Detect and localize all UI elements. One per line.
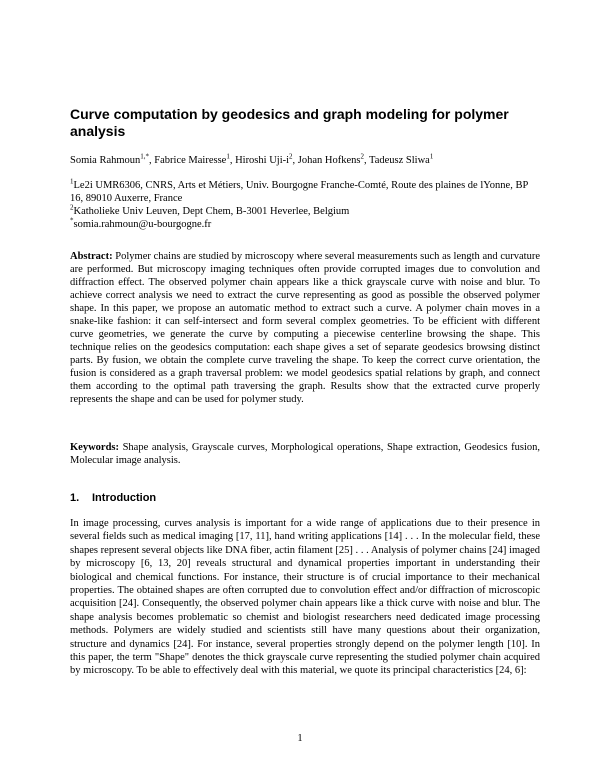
author: Hiroshi Uji-$i^2$, [235, 152, 298, 166]
abstract-label: Abstract: [70, 251, 113, 262]
affiliation: $^1$Le2i UMR6306, CNRS, Arts et Métiers, Univ. Bourgogne Franche-Comté, Route des plaines de lYonne, BP 16, 89010 Auxerre, France [70, 177, 528, 204]
keywords-label: Keywords: [70, 442, 119, 453]
keywords [70, 441, 540, 467]
author-list [70, 154, 540, 167]
abstract [70, 250, 540, 406]
affiliation-list [70, 179, 540, 231]
author: Johan Hofkens$^2$, [297, 152, 370, 166]
author: Tadeusz Sliwa$^1$ [369, 152, 434, 166]
author: Fabrice Mairesse$^1$, [154, 152, 236, 166]
section-heading [70, 491, 156, 505]
section-number: 1. [70, 492, 80, 504]
paper-title: Curve computation by geodesics and graph modeling for polymer analysis [70, 106, 509, 139]
introduction-paragraph: In image processing, curves analysis is important for a wide range of applications due to their presence in several fields such as medical imaging [17, 11], hand writing applications [14] . . . In the molecular field, these shapes represent several objects like DNA fiber, actin filament [25] . . . Analysis of polymer chains [24] imaged by microscopy [6, 13, 20] reveals structural and dynamical properties important in understanding their biological and chemical functions. For instance, their structure is of crucial importance to their mechanical properties. The obtained shapes are often corrupted due to convolution effect and/or diffraction of microscopic acquisition [24]. Consequently, the observed polymer chain appears like a thick curve with noise and blur. The shape analysis becomes problematic so chemist and biologist researchers need dedicated image processing methods. Polymers are widely studied and scientists still have many questions about their organization, structure and dynamics [24]. For instance, several properties strongly depend on the polymer length [10]. In this paper, the term "Shape" denotes the thick grayscale curve representing the studied polymer chain acquired by microscopy. To be able to effectively deal with this material, we quote its principal characteristics [24, 6]: [70, 518, 540, 677]
author: Somia Rahmoun$^{1,*}$, [70, 152, 155, 166]
abstract-text: Polymer chains are studied by microscopy where several measurements such as length and curvature are performed. But microscopy imaging techniques often provide corrupted images due to convolution and diffraction effect. The observed polymer chain appears like a thick grayscale curve with noise and blur. To achieve correct analysis we need to extract the curve representing as good as possible the observed polymer shape. In this paper, we propose an automatic method to extract such a curve. A polymer chain moves in a snake-like fashion: it can self-intersect and form several complex geometries. To be efficient with different curve geometries, we generate the curve by computing a piecewise centerline browsing the shape. This technique relies on the geodesics computation: each shape gives a set of separate geodesics browsing distinct parts. By fusion, we obtain the complete curve traveling the shape. To keep the correct curve orientation, the fusion is considered as a graph traversal problem: we model geodesics spatial relations by graph, and connect them according to the optimal path traversing the graph. Results show that the extracted curve properly represents the shape and can be used for polymer study. [70, 251, 541, 405]
section-title: Introduction [92, 492, 157, 504]
page-number: 1 [297, 733, 303, 744]
keywords-text: Shape analysis, Grayscale curves, Morphological operations, Shape extraction, Geodesics fusion, Molecular image analysis. [70, 442, 541, 466]
contact-email: *somia.rahmoun@u-bourgogne.fr [70, 216, 212, 230]
affiliation: $^2$Katholieke Univ Leuven, Dept Chem, B-3001 Heverlee, Belgium [70, 203, 350, 217]
